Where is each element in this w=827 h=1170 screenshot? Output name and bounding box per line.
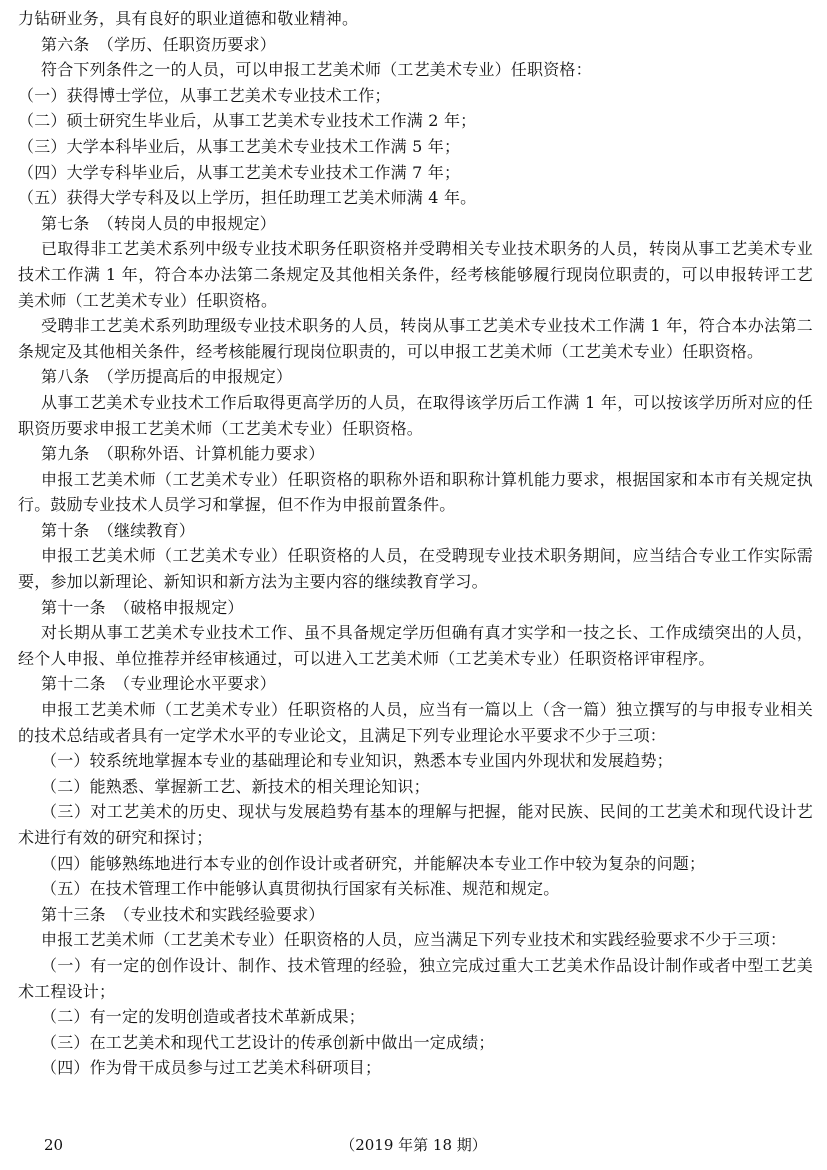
article-10-heading: 第十条 （继续教育） (41, 520, 196, 540)
list-item: （四）作为骨干成员参与过工艺美术科研项目； (41, 1058, 382, 1078)
list-item: （二）能熟悉、掌握新工艺、新技术的相关理论知识； (41, 776, 430, 796)
paragraph: 申报工艺美术师（工艺美术专业）任职资格的人员，在受聘现专业技术职务期间，应当结合专业工作实际需要，参加以新理论、新知识和新方法为主要内容的继续教育学习。 (18, 546, 813, 592)
list-item: （四）大学专科毕业后，从事工艺美术专业技术工作满 7 年； (18, 162, 461, 182)
list-item: （二）硕士研究生毕业后，从事工艺美术专业技术工作满 2 年； (18, 111, 477, 131)
article-13-heading: 第十三条 （专业技术和实践经验要求） (41, 904, 325, 924)
article-7-heading: 第七条 （转岗人员的申报规定） (41, 213, 277, 233)
paragraph: 申报工艺美术师（工艺美术专业）任职资格的人员，应当满足下列专业技术和实践经验要求不少于三项： (41, 930, 787, 950)
list-item: （三）在工艺美术和现代工艺设计的传承创新中做出一定成绩； (41, 1032, 495, 1052)
paragraph: 受聘非工艺美术系列助理级专业技术职务的人员，转岗从事工艺美术专业技术工作满 1 年，符合本办法第二条规定及其他相关条件，经考核能履行现岗位职责的，可以申报工艺美术师（工艺美术专业）任职资格。 (18, 316, 813, 361)
text-line: 符合下列条件之一的人员，可以申报工艺美术师（工艺美术专业）任职资格： (41, 60, 592, 80)
paragraph: 申报工艺美术师（工艺美术专业）任职资格的人员，应当有一篇以上（含一篇）独立撰写的与申报专业相关的技术总结或者具有一定学术水平的专业论文，且满足下列专业理论水平要求不少于三项： (18, 700, 813, 745)
paragraph: 从事工艺美术专业技术工作后取得更高学历的人员，在取得该学历后工作满 1 年，可以按该学历所对应的任职资历要求申报工艺美术师（工艺美术专业）任职资格。 (18, 392, 813, 438)
list-item: （三）大学本科毕业后，从事工艺美术专业技术工作满 5 年； (18, 136, 461, 156)
text-line: 力钻研业务，具有良好的职业道德和敬业精神。 (18, 9, 359, 28)
list-item: （五）获得大学专科及以上学历，担任助理工艺美术师满 4 年。 (18, 188, 477, 208)
article-12-heading: 第十二条 （专业理论水平要求） (41, 674, 277, 694)
list-item: （一）较系统地掌握本专业的基础理论和专业知识，熟悉本专业国内外现状和发展趋势； (41, 751, 673, 771)
article-11-heading: 第十一条 （破格申报规定） (41, 597, 244, 617)
list-item: （一）获得博士学位，从事工艺美术专业技术工作； (18, 85, 391, 105)
article-9-heading: 第九条 （职称外语、计算机能力要求） (41, 444, 325, 464)
article-8-heading: 第八条 （学历提高后的申报规定） (41, 367, 293, 387)
list-item: （三）对工艺美术的历史、现状与发展趋势有基本的理解与把握，能对民族、民间的工艺美术和现代设计艺术进行有效的研究和探讨； (18, 802, 813, 847)
page-number: 20 (44, 1136, 64, 1154)
list-item: （五）在技术管理工作中能够认真贯彻执行国家有关标准、规范和规定。 (41, 879, 560, 899)
list-item: （二）有一定的发明创造或者技术革新成果； (41, 1007, 366, 1027)
document-body (18, 6, 813, 1081)
paragraph: 已取得非工艺美术系列中级专业技术职务任职资格并受聘相关专业技术职务的人员，转岗从事工艺美术专业技术工作满 1 年，符合本办法第二条规定及其他相关条件，经考核能够履行现岗位职责的，可以申报转评工艺美术师（工艺美术专业）任职资格。 (18, 239, 813, 310)
list-item: （四）能够熟练地进行本专业的创作设计或者研究，并能解决本专业工作中较为复杂的问题； (41, 853, 706, 873)
paragraph: 对长期从事工艺美术专业技术工作、虽不具备规定学历但确有真才实学和一技之长、工作成绩突出的人员，经个人申报、单位推荐并经审核通过，可以进入工艺美术师（工艺美术专业）任职资格评审程序。 (18, 623, 813, 668)
page-footer (0, 1133, 827, 1157)
paragraph: 申报工艺美术师（工艺美术专业）任职资格的职称外语和职称计算机能力要求，根据国家和本市有关规定执行。鼓励专业技术人员学习和掌握，但不作为申报前置条件。 (18, 469, 813, 515)
issue-label: （2019 年第 18 期） (340, 1136, 487, 1154)
list-item: （一）有一定的创作设计、制作、技术管理的经验，独立完成过重大工艺美术作品设计制作或者中型工艺美术工程设计； (18, 955, 813, 1001)
article-6-heading: 第六条 （学历、任职资历要求） (41, 34, 277, 54)
